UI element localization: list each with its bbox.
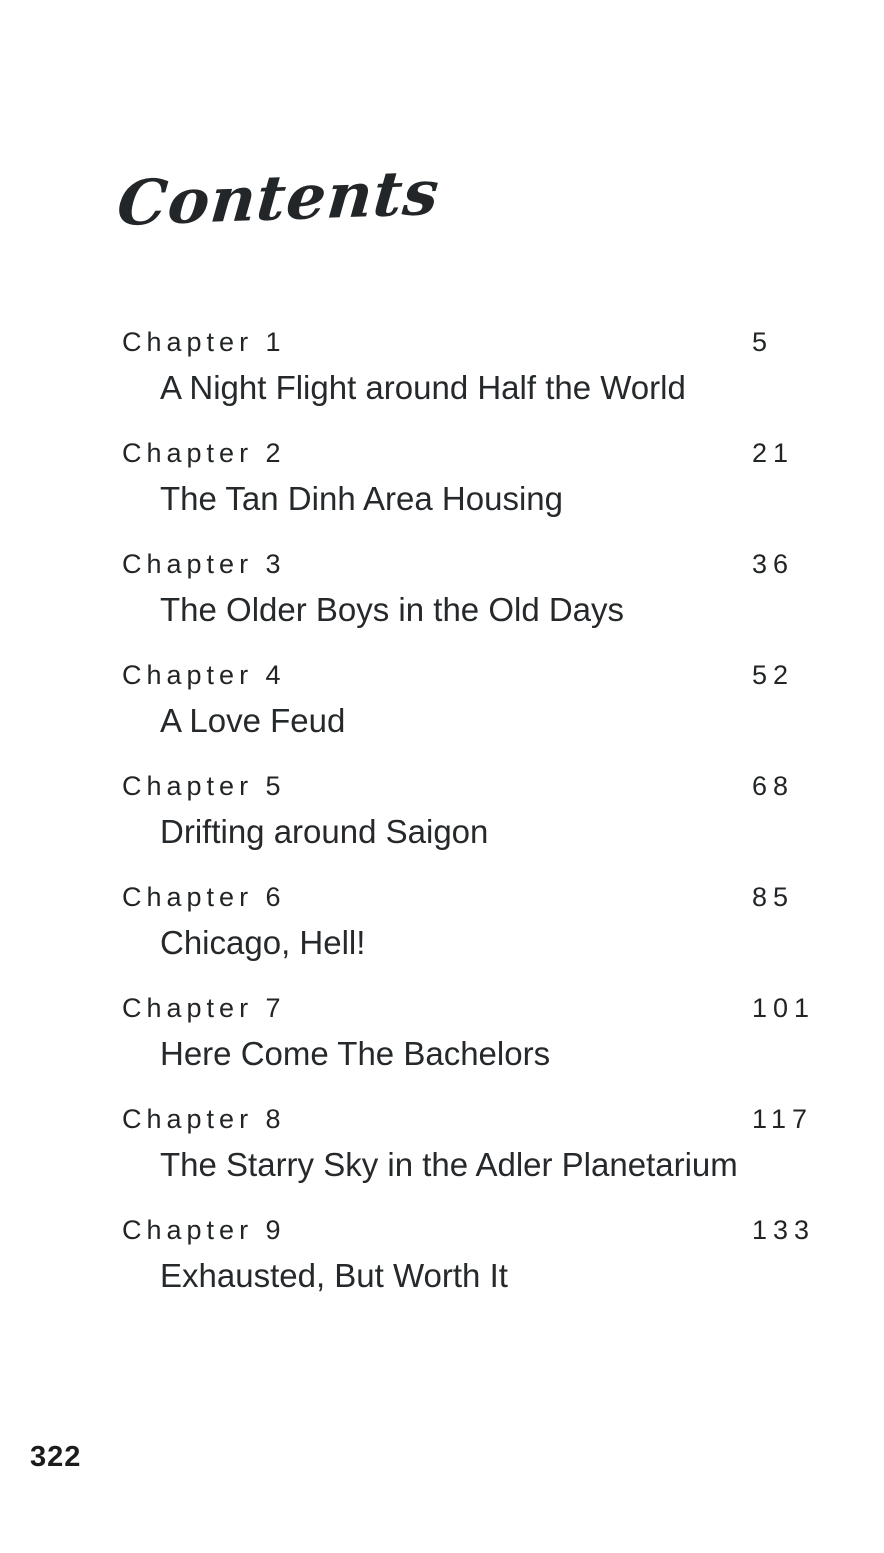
- chapter-title: A Love Feud: [160, 702, 346, 739]
- chapter-title: Exhausted, But Worth It: [160, 1257, 508, 1294]
- toc-entry-header: [122, 437, 862, 469]
- chapter-label: Chapter 7: [122, 993, 286, 1023]
- toc-entry: [122, 1214, 862, 1298]
- chapter-label: Chapter 4: [122, 660, 286, 690]
- toc-entry-header: [122, 659, 862, 691]
- toc-list: [122, 326, 862, 1325]
- chapter-label: Chapter 3: [122, 549, 286, 579]
- chapter-title: A Night Flight around Half the World: [160, 369, 686, 406]
- chapter-label: Chapter 8: [122, 1104, 286, 1134]
- toc-entry-header: [122, 1103, 862, 1135]
- chapter-label: Chapter 2: [122, 438, 286, 468]
- chapter-page-number: 85: [752, 882, 795, 912]
- page-title: Contents: [114, 155, 443, 240]
- chapter-label: Chapter 5: [122, 771, 286, 801]
- chapter-title: Here Come The Bachelors: [160, 1035, 551, 1072]
- toc-entry-header: [122, 881, 862, 913]
- chapter-title: The Tan Dinh Area Housing: [160, 480, 563, 517]
- chapter-title: The Older Boys in the Old Days: [160, 591, 625, 628]
- toc-entry-header: [122, 992, 862, 1024]
- chapter-page-number: 68: [752, 771, 795, 801]
- chapter-title: Chicago, Hell!: [160, 924, 366, 961]
- toc-entry: [122, 326, 862, 410]
- page-number: 322: [30, 1441, 82, 1473]
- chapter-label: Chapter 9: [122, 1215, 286, 1245]
- chapter-page-number: 117: [752, 1104, 814, 1134]
- chapter-page-number: 36: [752, 549, 795, 579]
- toc-entry: [122, 992, 862, 1076]
- chapter-page-number: 5: [752, 327, 774, 357]
- chapter-title: Drifting around Saigon: [160, 813, 489, 850]
- toc-entry: [122, 659, 862, 743]
- chapter-page-number: 21: [752, 438, 795, 468]
- toc-entry-header: [122, 326, 862, 358]
- chapter-label: Chapter 6: [122, 882, 286, 912]
- toc-entry: [122, 437, 862, 521]
- chapter-page-number: 101: [752, 993, 816, 1023]
- chapter-title: The Starry Sky in the Adler Planetarium: [160, 1146, 738, 1183]
- toc-entry-header: [122, 770, 862, 802]
- chapter-page-number: 133: [752, 1215, 816, 1245]
- toc-entry: [122, 548, 862, 632]
- toc-entry-header: [122, 548, 862, 580]
- chapter-page-number: 52: [752, 660, 795, 690]
- toc-entry: [122, 881, 862, 965]
- toc-entry: [122, 1103, 862, 1187]
- toc-entry-header: [122, 1214, 862, 1246]
- chapter-label: Chapter 1: [122, 327, 286, 357]
- toc-entry: [122, 770, 862, 854]
